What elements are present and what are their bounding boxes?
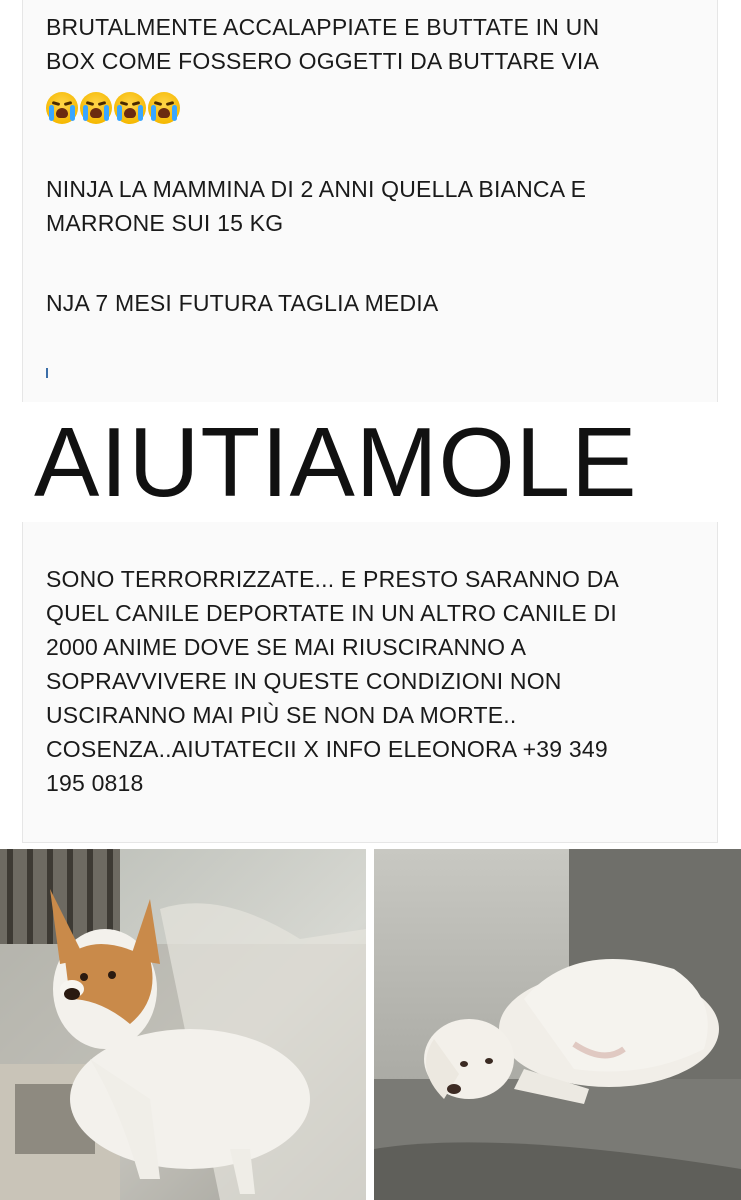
loudly-crying-face-icon <box>114 92 146 124</box>
dog-photo-left-image <box>0 849 366 1200</box>
post-paragraph-1: BRUTALMENTE ACCALAPPIATE E BUTTATE IN UN BOX COME FOSSERO OGGETTI DA BUTTARE VIA <box>46 14 600 74</box>
post-paragraph-4: SONO TERRORRIZZATE... E PRESTO SARANNO DA QUEL CANILE DEPORTATE IN UN ALTRO CANILE DI 2000 ANIME DOVE SE MAI RIUSCIRANNO A SOPRAVVIVERE IN QUESTE CONDIZIONI NON USCIRANNO MAI PIÙ SE NON DA MORTE.. COSENZA..AIUTATECII X INFO ELEONORA +39 349 195 0818 <box>46 566 620 796</box>
loudly-crying-face-icon <box>46 92 78 124</box>
headline-text: AIUTIAMOLE <box>34 407 638 517</box>
post-paragraph-2: NINJA LA MAMMINA DI 2 ANNI QUELLA BIANCA E MARRONE SUI 15 KG <box>46 176 587 236</box>
dog-photo-right-image <box>374 849 741 1200</box>
dog-photo-right[interactable] <box>374 849 741 1200</box>
dog-photo-left[interactable] <box>0 849 366 1200</box>
post-paragraph-3: NJA 7 MESI FUTURA TAGLIA MEDIA <box>46 290 439 316</box>
loudly-crying-face-icon <box>80 92 112 124</box>
text-cursor-mark <box>46 368 48 378</box>
headline-banner <box>0 402 741 522</box>
emoji-row <box>46 92 180 126</box>
loudly-crying-face-icon <box>148 92 180 124</box>
